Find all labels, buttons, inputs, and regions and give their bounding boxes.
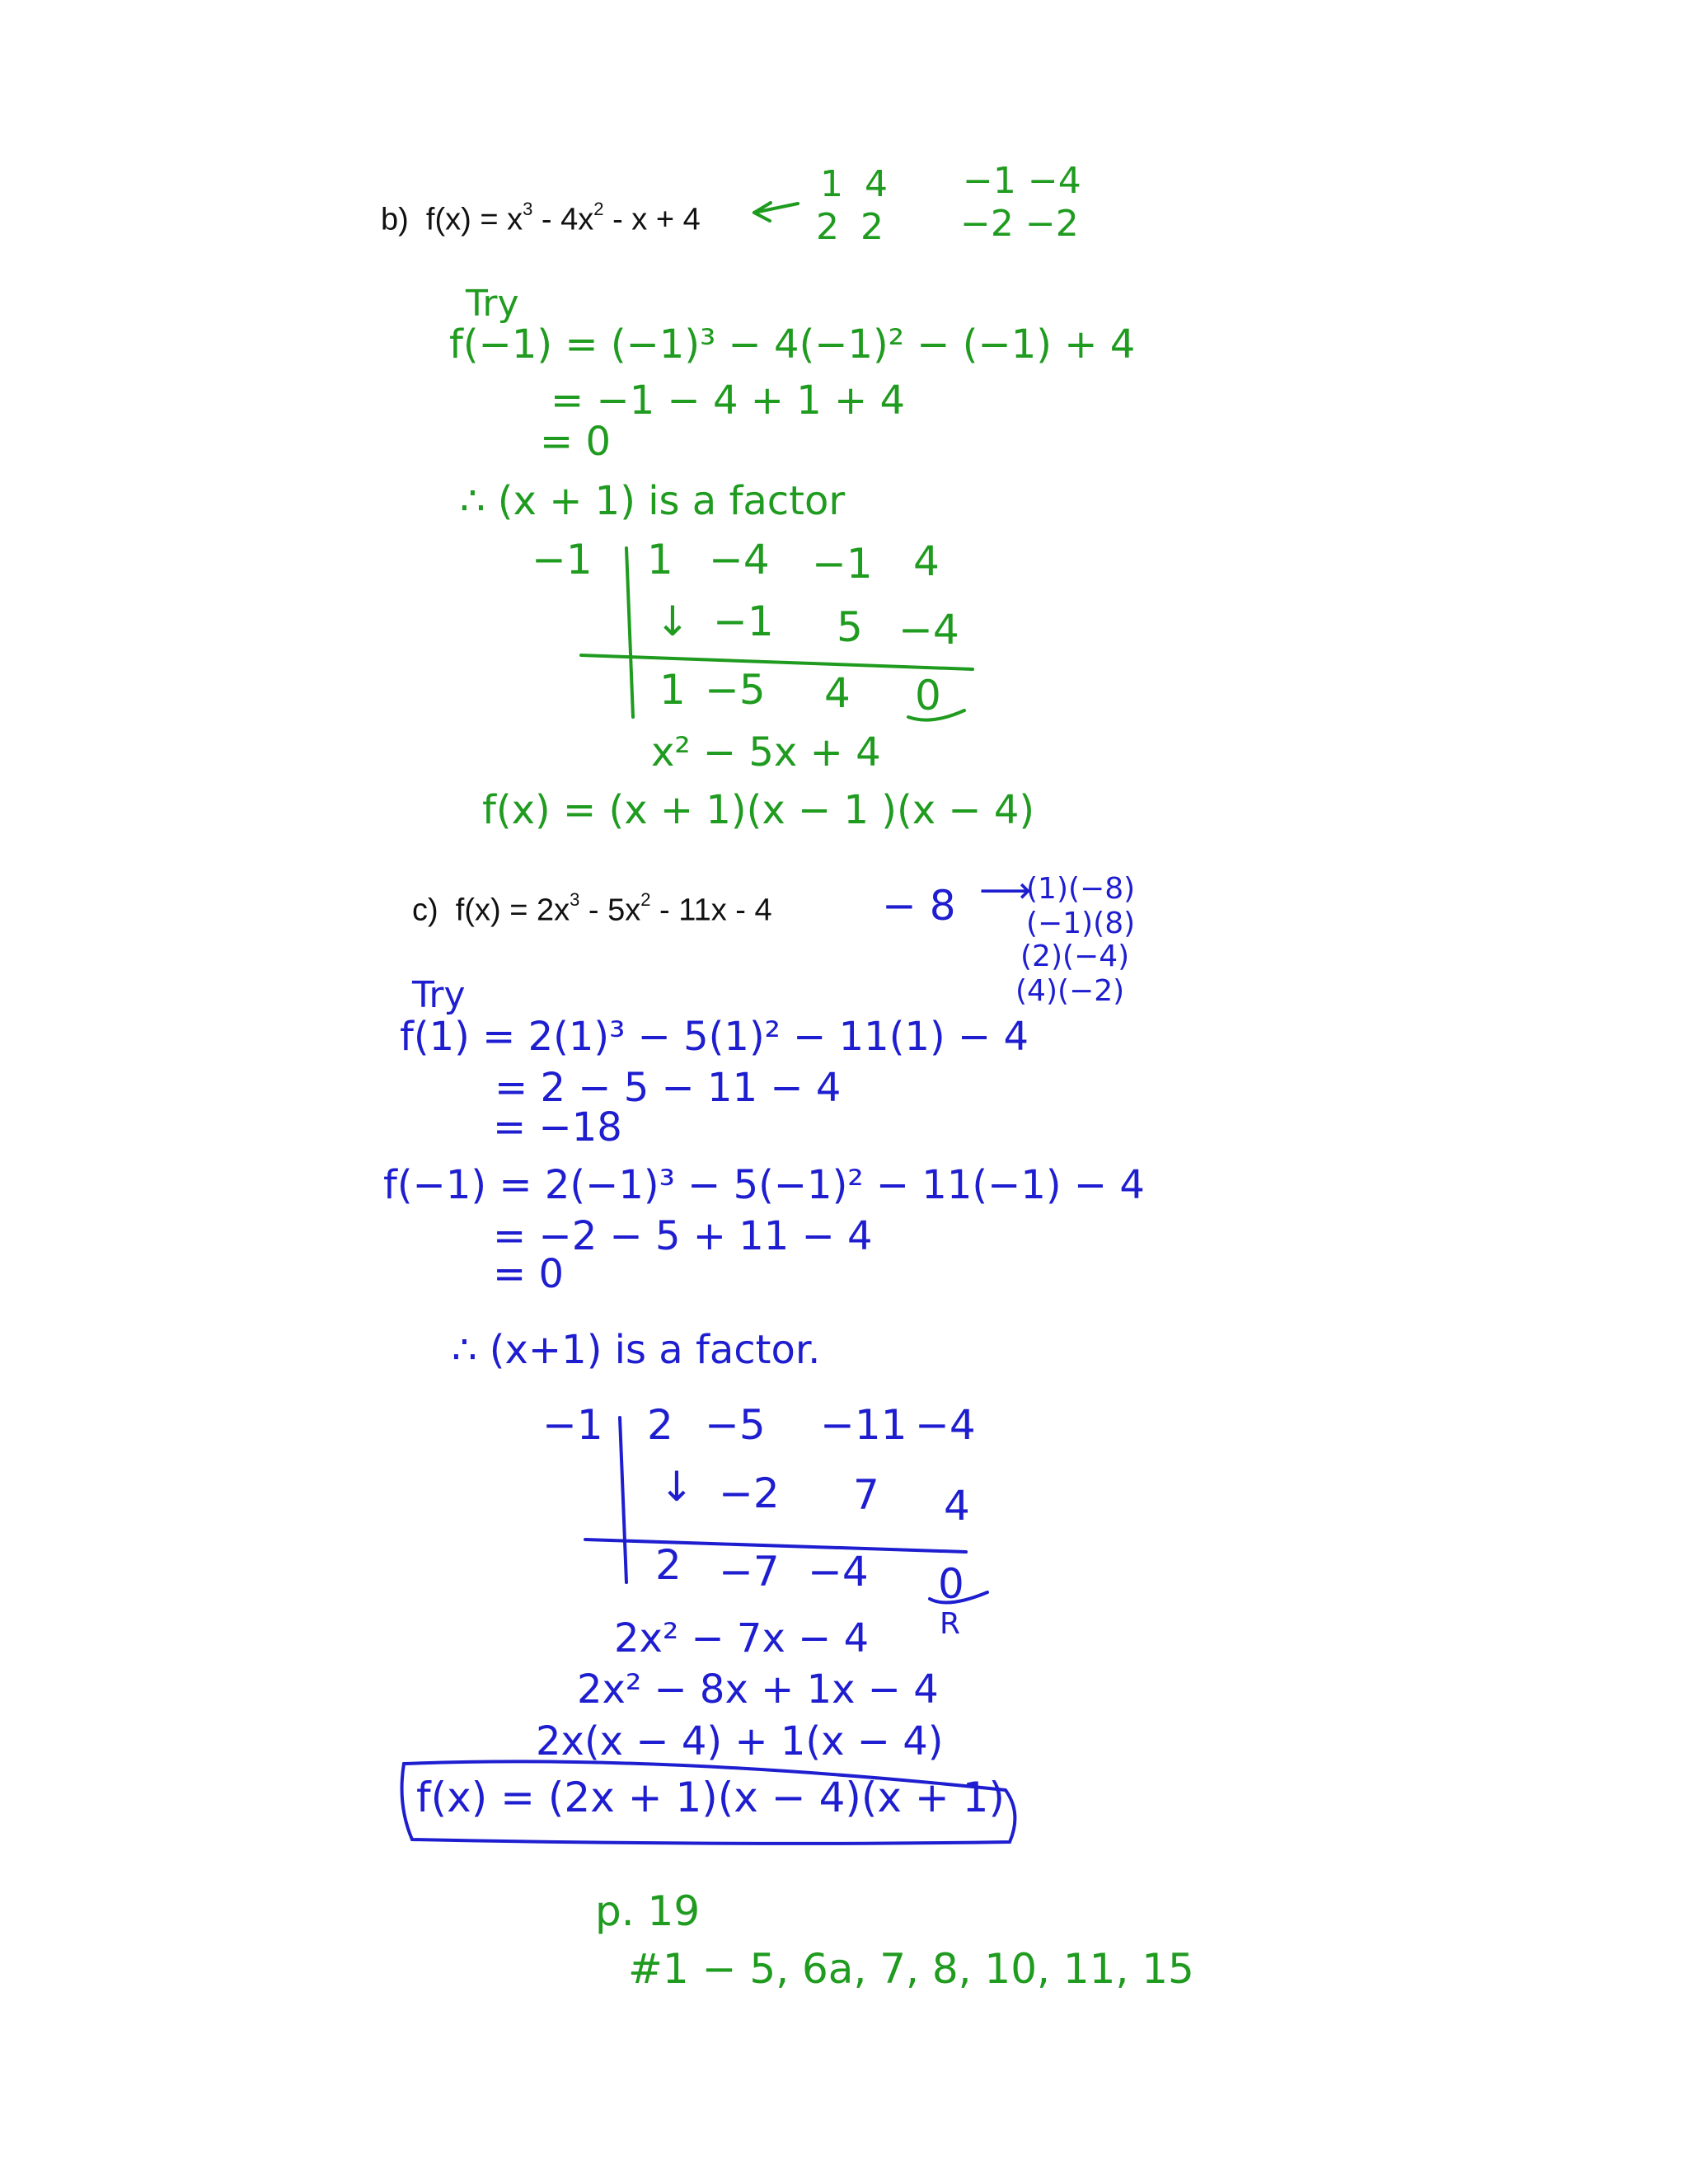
synth-c-r2c4: 4 — [944, 1482, 970, 1530]
synth-c-r3c3: −4 — [808, 1548, 869, 1596]
eval-b-line3: = 0 — [540, 419, 612, 465]
synth-b-r3c1: 1 — [659, 666, 686, 714]
factor-list-c4: (4)(−2) — [1015, 974, 1125, 1008]
problem-b-func: f(x) = x — [425, 202, 523, 237]
synth-b-r1c2: −4 — [709, 536, 770, 583]
exponent: 3 — [523, 199, 533, 219]
eval-c-line3: = −18 — [493, 1104, 622, 1151]
synth-b-r3c4: 0 — [915, 672, 941, 719]
problem-c-label: c) — [412, 893, 438, 928]
factor-pairs-row4: −2 −2 — [960, 203, 1079, 245]
synth-b-r2c4: −4 — [898, 606, 959, 654]
synth-b-r1c3: −1 — [812, 540, 873, 588]
factor-list-c1: (1)(−8) — [1026, 872, 1136, 906]
synth-c-r1c3: −11 — [820, 1401, 907, 1449]
synth-b-r2c1: ↓ — [655, 598, 690, 645]
problem-c — [412, 889, 772, 929]
synth-b-r3c3: 4 — [824, 669, 851, 717]
eval-c-line4: f(−1) = 2(−1)³ − 5(−1)² − 11(−1) − 4 — [383, 1162, 1145, 1208]
problem-c-func: f(x) = 2x — [455, 893, 570, 928]
synth-c-r3c1: 2 — [655, 1541, 682, 1589]
synth-b-r1c1: 1 — [647, 536, 673, 583]
factor-step3: 2x(x − 4) + 1(x − 4) — [536, 1718, 944, 1765]
synth-b-r2c3: 5 — [837, 603, 863, 651]
problem-b-tail: - x + 4 — [603, 202, 701, 237]
eval-c-line1: f(1) = 2(1)³ − 5(1)² − 11(1) − 4 — [400, 1014, 1029, 1060]
remainder-label: R — [940, 1607, 961, 1641]
synth-c-r1c2: −5 — [705, 1401, 766, 1449]
eval-b-line2: = −1 − 4 + 1 + 4 — [551, 377, 906, 424]
exponent: 2 — [640, 889, 651, 910]
problem-c-mid: - 5x — [579, 893, 641, 928]
constant-note-c: − 8 — [882, 882, 956, 930]
synth-c-r2c2: −2 — [719, 1469, 780, 1517]
synth-b-r3c2: −5 — [705, 666, 766, 714]
conclusion-b: ∴ (x + 1) is a factor — [460, 478, 846, 524]
try-label-b: Try — [466, 283, 519, 325]
factor-pairs-row3: −1 −4 — [963, 160, 1081, 202]
eval-b-line1: f(−1) = (−1)³ − 4(−1)² − (−1) + 4 — [449, 321, 1136, 368]
factor-pairs-row2: 2 2 — [816, 206, 889, 248]
synth-c-r2c1: ↓ — [659, 1463, 694, 1511]
factor-list-c3: (2)(−4) — [1020, 940, 1130, 973]
synth-c-r1c1: 2 — [647, 1401, 673, 1449]
factor-list-c2: (−1)(8) — [1026, 907, 1136, 940]
synth-c-r3c2: −7 — [719, 1548, 780, 1596]
synth-c-r2c3: 7 — [853, 1471, 879, 1519]
result-b: f(x) = (x + 1)(x − 1 )(x − 4) — [482, 787, 1035, 833]
factor-step1: 2x² − 7x − 4 — [614, 1615, 870, 1661]
eval-c-line6: = 0 — [493, 1251, 565, 1297]
synth-c-r3c4: 0 — [938, 1560, 964, 1608]
homework-problems: #1 − 5, 6a, 7, 8, 10, 11, 15 — [628, 1945, 1194, 1993]
exponent: 2 — [593, 199, 604, 219]
try-label-c: Try — [412, 974, 466, 1016]
problem-c-tail: - 11x - 4 — [650, 893, 772, 928]
conclusion-c: ∴ (x+1) is a factor. — [452, 1327, 821, 1373]
arrow-icon: ⟶ — [979, 869, 1032, 912]
synth-b-divisor: −1 — [532, 536, 593, 583]
factor-pairs-row1: 1 4 — [820, 163, 893, 205]
synth-c-r1c4: −4 — [915, 1401, 976, 1449]
factor-step2: 2x² − 8x + 1x − 4 — [577, 1666, 939, 1713]
problem-b — [381, 199, 701, 238]
synth-b-r1c4: 4 — [913, 537, 940, 585]
exponent: 3 — [570, 889, 580, 910]
problem-b-label: b) — [381, 202, 409, 237]
problem-b-mid: - 4x — [532, 202, 594, 237]
synth-c-divisor: −1 — [542, 1401, 603, 1449]
final-answer-c: f(x) = (2x + 1)(x − 4)(x + 1) — [416, 1774, 1005, 1821]
eval-c-line2: = 2 − 5 − 11 − 4 — [495, 1065, 842, 1111]
homework-page: p. 19 — [595, 1887, 701, 1935]
quotient-b: x² − 5x + 4 — [651, 729, 881, 776]
synth-b-r2c2: −1 — [713, 598, 774, 645]
arrow-left-icon — [754, 203, 798, 221]
eval-c-line5: = −2 − 5 + 11 − 4 — [493, 1213, 873, 1259]
